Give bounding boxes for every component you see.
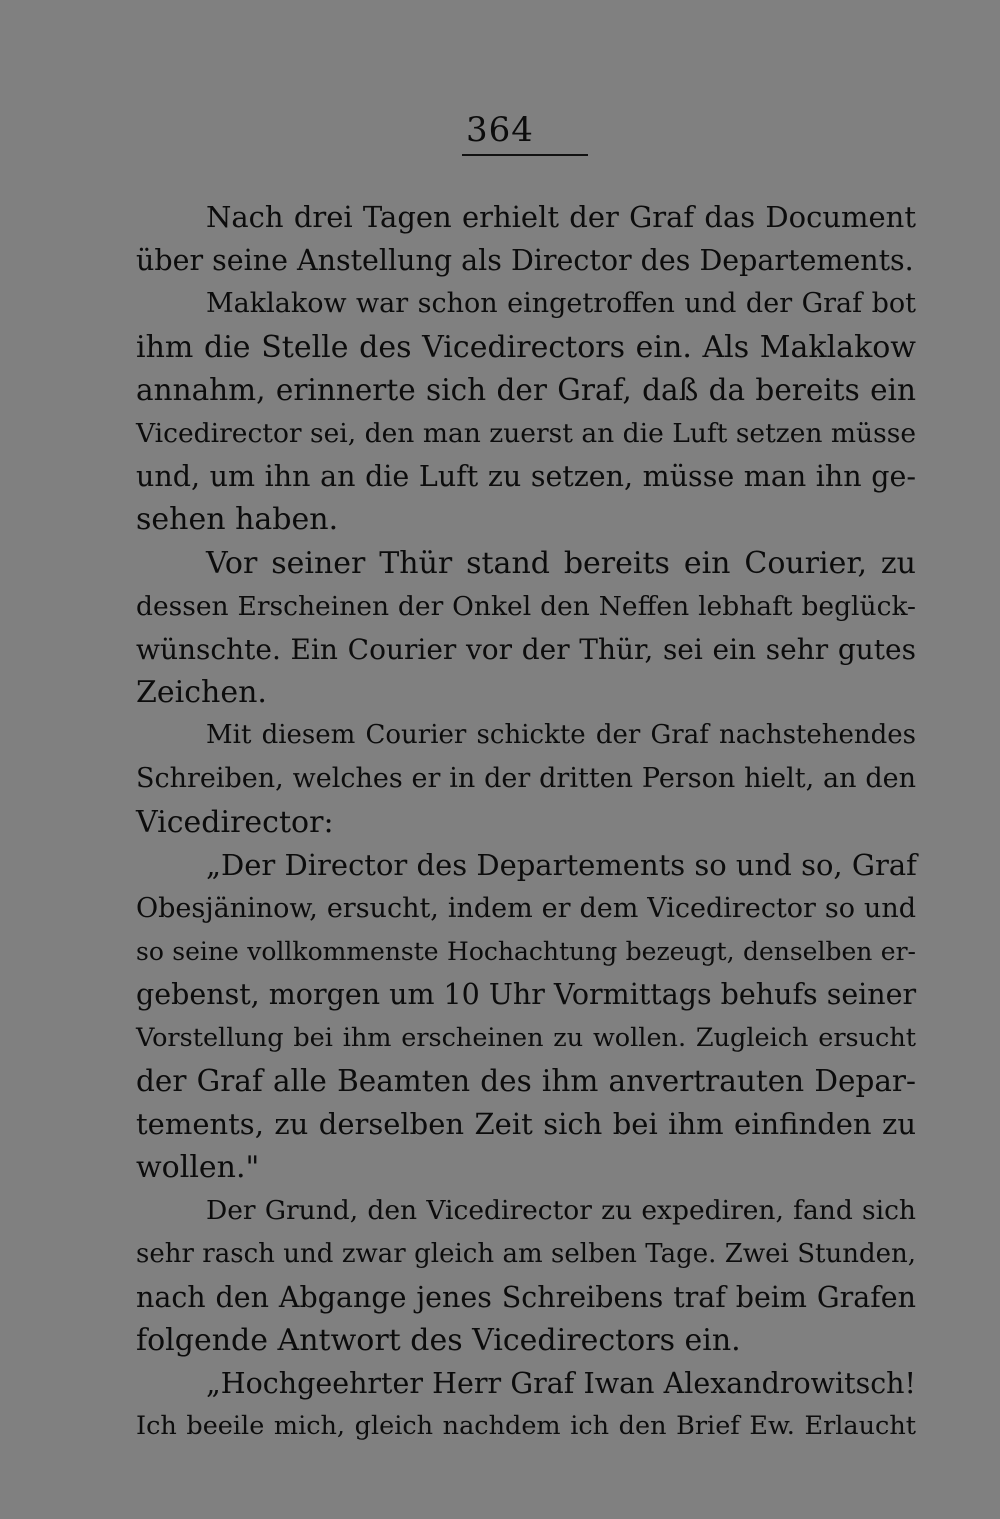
text-line: „Hochgeehrter Herr Graf Iwan Alexandrowitsch! — [206, 1367, 916, 1401]
text-line: Vor seiner Thür stand bereits ein Courier, zu — [206, 545, 916, 581]
text-line: sehr rasch und zwar gleich am selben Tage. Zwei Stunden, — [136, 1238, 916, 1269]
page-number-rule — [462, 154, 588, 156]
text-line: tements, zu derselben Zeit sich bei ihm einfinden zu — [136, 1106, 916, 1141]
text-line: Vicedirector sei, den man zuerst an die Luft setzen müsse — [136, 417, 916, 449]
text-line: Ich beeile mich, gleich nachdem ich den Brief Ew. Erlaucht — [136, 1411, 916, 1442]
text-line: so seine vollkommenste Hochachtung bezeugt, denselben er- — [136, 937, 916, 967]
text-line: Der Grund, den Vicedirector zu expediren, fand sich — [206, 1195, 916, 1227]
text-line: folgende Antwort des Vicedirectors ein. — [136, 1322, 741, 1358]
text-line: ihm die Stelle des Vicedirectors ein. Als Maklakow — [136, 329, 916, 365]
text-line: Zeichen. — [136, 675, 267, 711]
text-line: wünschte. Ein Courier vor der Thür, sei ein sehr gutes — [136, 632, 916, 666]
text-line: sehen haben. — [136, 502, 339, 538]
text-line: der Graf alle Beamten des ihm anvertrauten Depar- — [136, 1063, 916, 1098]
text-line: und, um ihn an die Luft zu setzen, müsse man ihn ge- — [136, 460, 916, 494]
text-line: Schreiben, welches er in der dritten Person hielt, an den — [136, 763, 916, 795]
text-line: annahm, erinnerte sich der Graf, daß da bereits ein — [136, 372, 916, 407]
text-line: Maklakow war schon eingetroffen und der Graf bot — [206, 288, 916, 320]
text-line: „Der Director des Departements so und so, Graf — [206, 847, 917, 882]
text-line: über seine Anstellung als Director des Departements. — [136, 244, 914, 278]
text-line: Vorstellung bei ihm erscheinen zu wollen. Zugleich ersucht — [136, 1022, 916, 1053]
text-line: dessen Erscheinen der Onkel den Neffen lebhaft beglück- — [136, 590, 916, 622]
text-line: wollen." — [136, 1150, 260, 1186]
text-line: gebenst, morgen um 10 Uhr Vormittags behufs seiner — [136, 978, 917, 1012]
text-line: Obesjäninow, ersucht, indem er dem Vicedirector so und — [136, 893, 916, 924]
body-text — [136, 196, 916, 1448]
text-line: Vicedirector: — [136, 804, 334, 840]
text-line: Nach drei Tagen erhielt der Graf das Document — [206, 200, 916, 234]
page-number: 364 — [466, 110, 534, 150]
text-line: nach den Abgange jenes Schreibens traf beim Grafen — [136, 1280, 916, 1314]
text-line: Mit diesem Courier schickte der Graf nachstehendes — [206, 720, 916, 751]
